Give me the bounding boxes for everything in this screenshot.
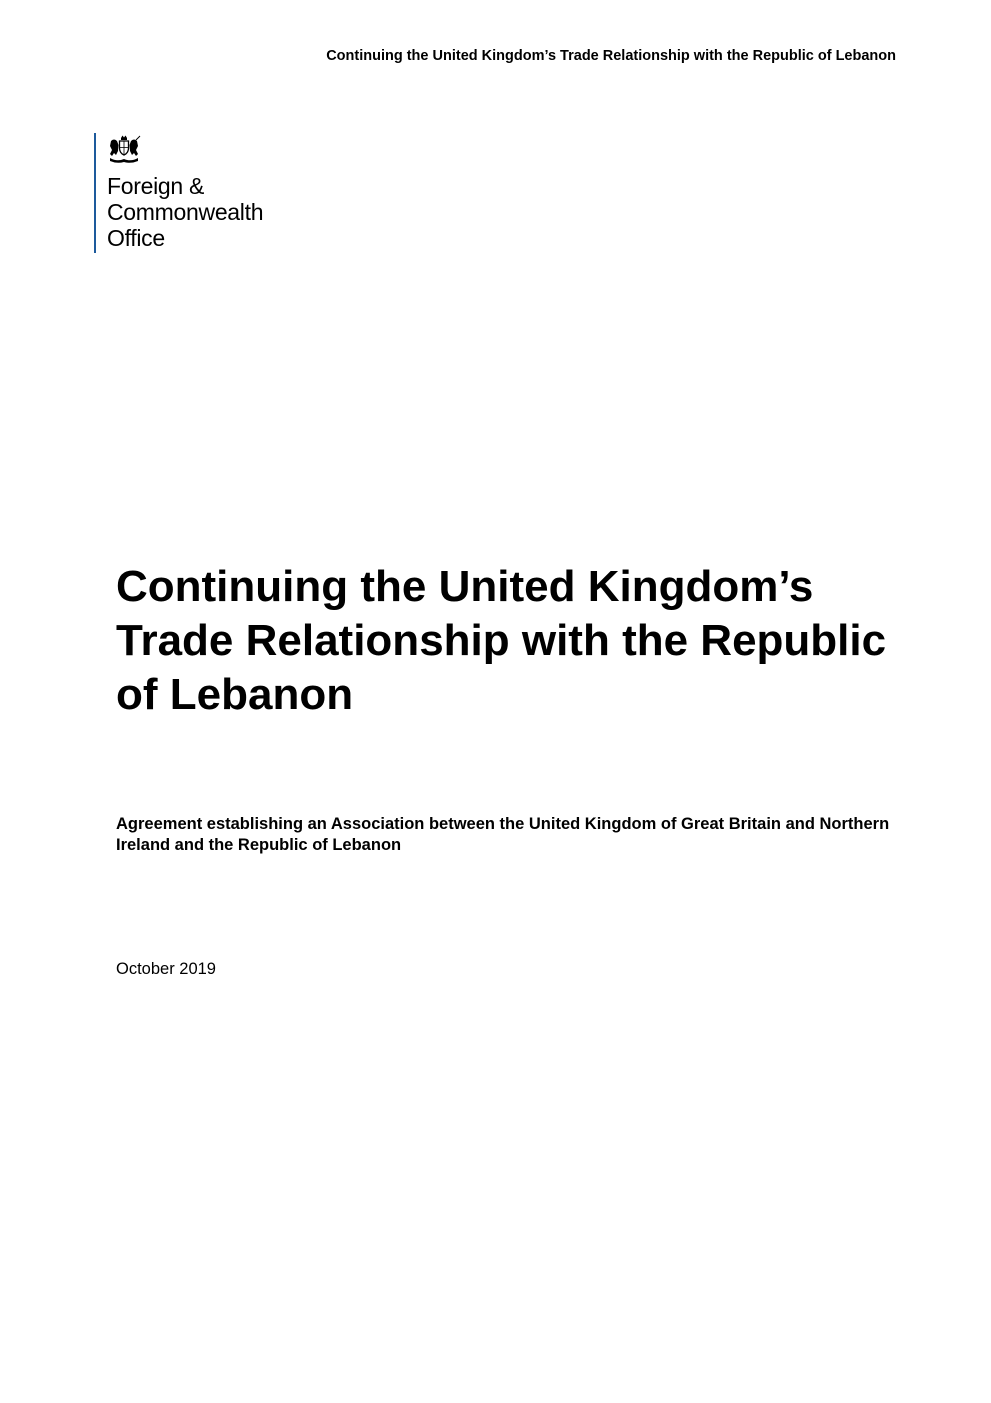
running-header: Continuing the United Kingdom’s Trade Relationship with the Republic of Lebanon xyxy=(326,48,896,64)
document-subtitle: Agreement establishing an Association between the United Kingdom of Great Britain and Northern Ireland and the Republic of Lebanon xyxy=(116,815,890,854)
publication-date: October 2019 xyxy=(116,960,216,978)
logo-line-2: Commonwealth xyxy=(107,199,264,225)
royal-coat-of-arms-icon xyxy=(107,135,141,165)
document-title: Continuing the United Kingdom’s Trade Relationship with the Republic of Lebanon xyxy=(116,562,887,719)
logo-line-1: Foreign & xyxy=(107,173,205,199)
logo-line-3: Office xyxy=(107,225,165,251)
fco-logo xyxy=(94,133,263,253)
logo-wordmark xyxy=(107,173,263,251)
